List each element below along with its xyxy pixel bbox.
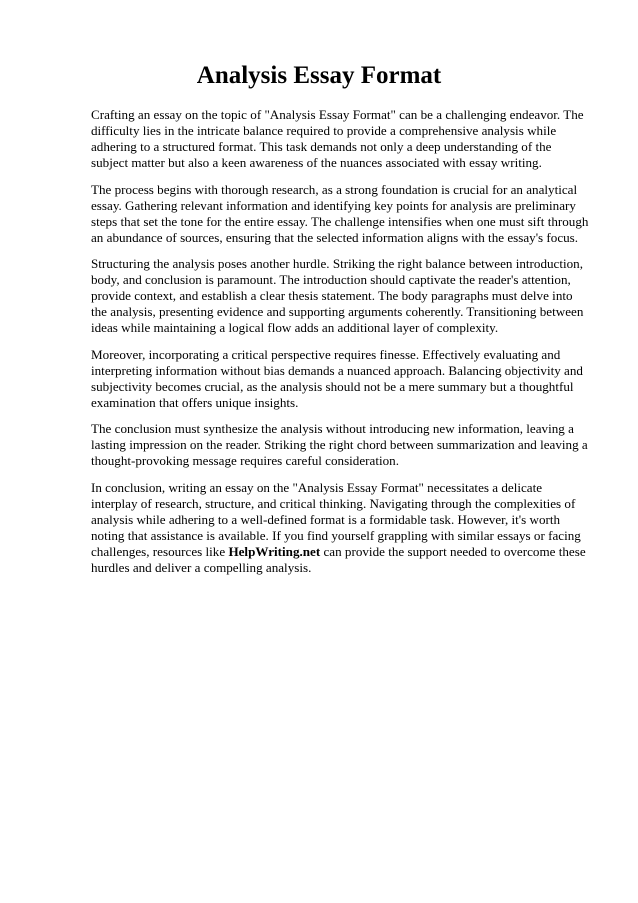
paragraph-1: Crafting an essay on the topic of "Analysis Essay Format" can be a challenging endeavor. The difficulty lies in the intricate balance required to provide a comprehensive analysis while adhering to a structured format. This task demands not only a deep understanding of the subject matter but also a keen awareness of the nuances associated with essay writing. bbox=[91, 107, 584, 170]
paragraph-5: The conclusion must synthesize the analysis without introducing new information, leaving a lasting impression on the reader. Striking the right chord between summarization and leaving a thought-provoking message requires careful consideration. bbox=[91, 421, 588, 468]
paragraph-6 bbox=[91, 480, 591, 576]
paragraph-2: The process begins with thorough research, as a strong foundation is crucial for an analytical essay. Gathering relevant information and identifying key points for analysis are preliminary steps that set the tone for the entire essay. The challenge intensifies when one must sift through an abundance of sources, ensuring that the selected information aligns with the essay's focus. bbox=[91, 181, 589, 245]
helpwriting-link[interactable]: HelpWriting.net bbox=[228, 543, 321, 559]
paragraph-6-text-before: In conclusion, writing an essay on the "Analysis Essay Format" necessitates a delicate interplay of research, structure, and critical thinking. Navigating through the complexities of analysis while adhering to a well-defined format is a formidable task. However, it's worth noting that assistance is available. If you find yourself grappling with similar essays or facing challenges, resources like bbox=[91, 479, 581, 559]
paragraph-4: Moreover, incorporating a critical perspective requires finesse. Effectively evaluating and interpreting information without bias demands a nuanced approach. Balancing objectivity and subjectivity becomes crucial, as the analysis should not be a mere summary but a thoughtful examination that offers unique insights. bbox=[91, 346, 583, 410]
paragraph-6-text-after: can provide the support needed to overcome these hurdles and deliver a compelling analysis. bbox=[91, 543, 586, 575]
paragraph-3: Structuring the analysis poses another hurdle. Striking the right balance between introduction, body, and conclusion is paramount. The introduction should captivate the reader's attention, provide context, and establish a clear thesis statement. The body paragraphs must delve into the analysis, presenting evidence and supporting arguments coherently. Transitioning between ideas while maintaining a logical flow adds an additional layer of complexity. bbox=[91, 256, 584, 335]
page-title: Analysis Essay Format bbox=[196, 62, 442, 89]
document-body bbox=[91, 107, 591, 586]
